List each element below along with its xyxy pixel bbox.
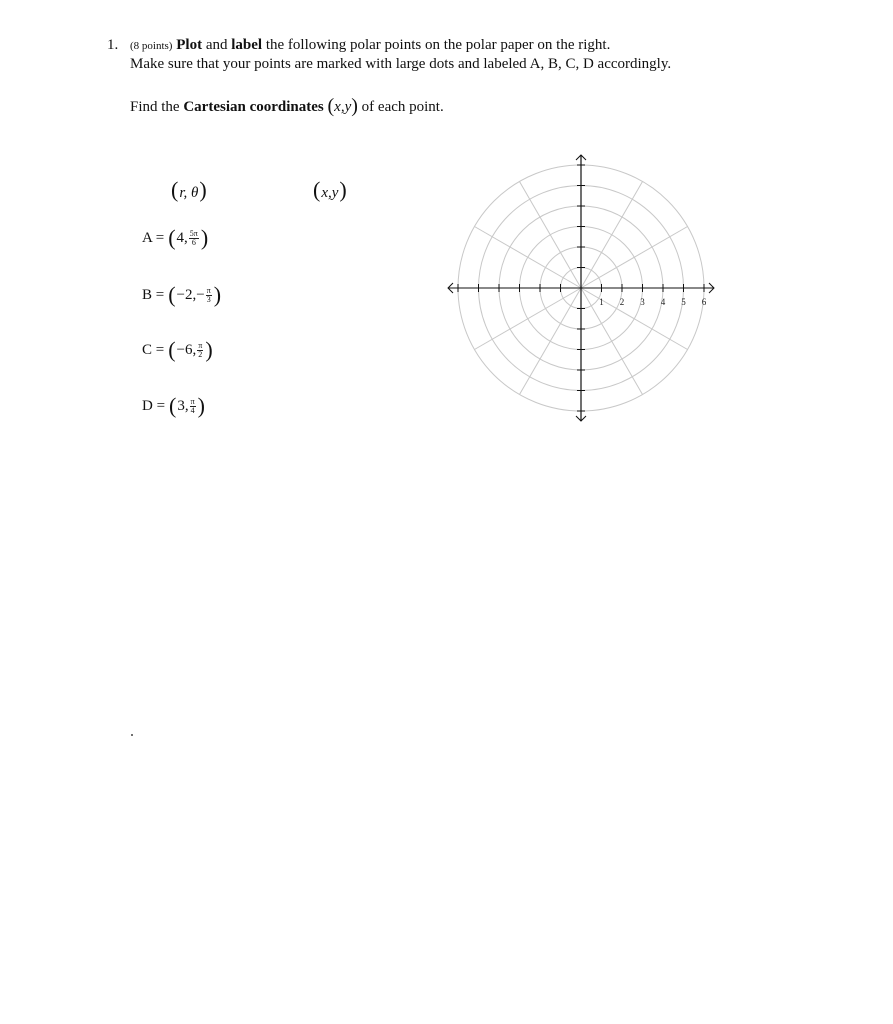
axis-tick-label: 6 [701, 297, 707, 307]
find-var: x,y [334, 99, 352, 115]
find-suffix: of each point. [361, 99, 444, 115]
point-label: B = [142, 286, 165, 303]
point-row-b: B = ( −2,− $\frac{\pi}{3}$ ) [142, 282, 222, 307]
polar-spoke [474, 288, 581, 350]
polar-spoke [520, 181, 582, 288]
polar-spoke [581, 288, 643, 395]
polar-grid[interactable] [430, 150, 720, 430]
point-r: 4, [176, 229, 188, 246]
find-prefix: Find the [130, 99, 180, 115]
point-r: −2,− [176, 286, 205, 303]
question-line-1 [130, 37, 610, 54]
polar-spoke [581, 227, 688, 289]
point-row-c: C = ( −6, $\frac{\pi}{2}$ ) [142, 337, 213, 362]
label-word: label [231, 37, 263, 53]
points-label: (8 points) [130, 40, 173, 52]
polar-column-header: (r, θ) [171, 177, 207, 202]
polar-spoke [474, 227, 581, 289]
find-instruction: Find the Cartesian coordinates (x,y) of each point. [130, 95, 444, 117]
point-r: −6, [176, 341, 197, 358]
cartesian-column-header: (x,y) [313, 177, 347, 202]
axis-tick-label: 2 [619, 297, 625, 307]
plot-word: Plot [176, 37, 203, 53]
find-bold: Cartesian coordinates [183, 99, 324, 115]
axis-tick-label: 3 [640, 297, 645, 307]
axis-tick-label: 1 [599, 297, 604, 307]
axis-tick-label: 4 [660, 297, 666, 307]
question-number: 1. [107, 37, 119, 53]
stray-dot [131, 734, 133, 736]
question-line-2: Make sure that your points are marked with large dots and labeled A, B, C, D accordingly. [130, 56, 672, 72]
polar-spoke [581, 181, 643, 288]
point-row-d: D = ( 3, $\frac{\pi}{4}$ ) [142, 393, 205, 418]
point-label: D = [142, 397, 166, 414]
polar-spoke [520, 288, 582, 395]
point-r: 3, [177, 397, 189, 414]
polar-spoke [581, 288, 688, 350]
and-word: and [205, 37, 228, 53]
point-label: C = [142, 341, 165, 358]
point-label: A = [142, 229, 165, 246]
point-row-a: A = ( 4, $\frac{5\pi}{6}$ ) [142, 225, 209, 250]
line1-rest: the following polar points on the polar paper on the right. [265, 37, 611, 53]
axis-tick-label: 5 [681, 297, 686, 307]
